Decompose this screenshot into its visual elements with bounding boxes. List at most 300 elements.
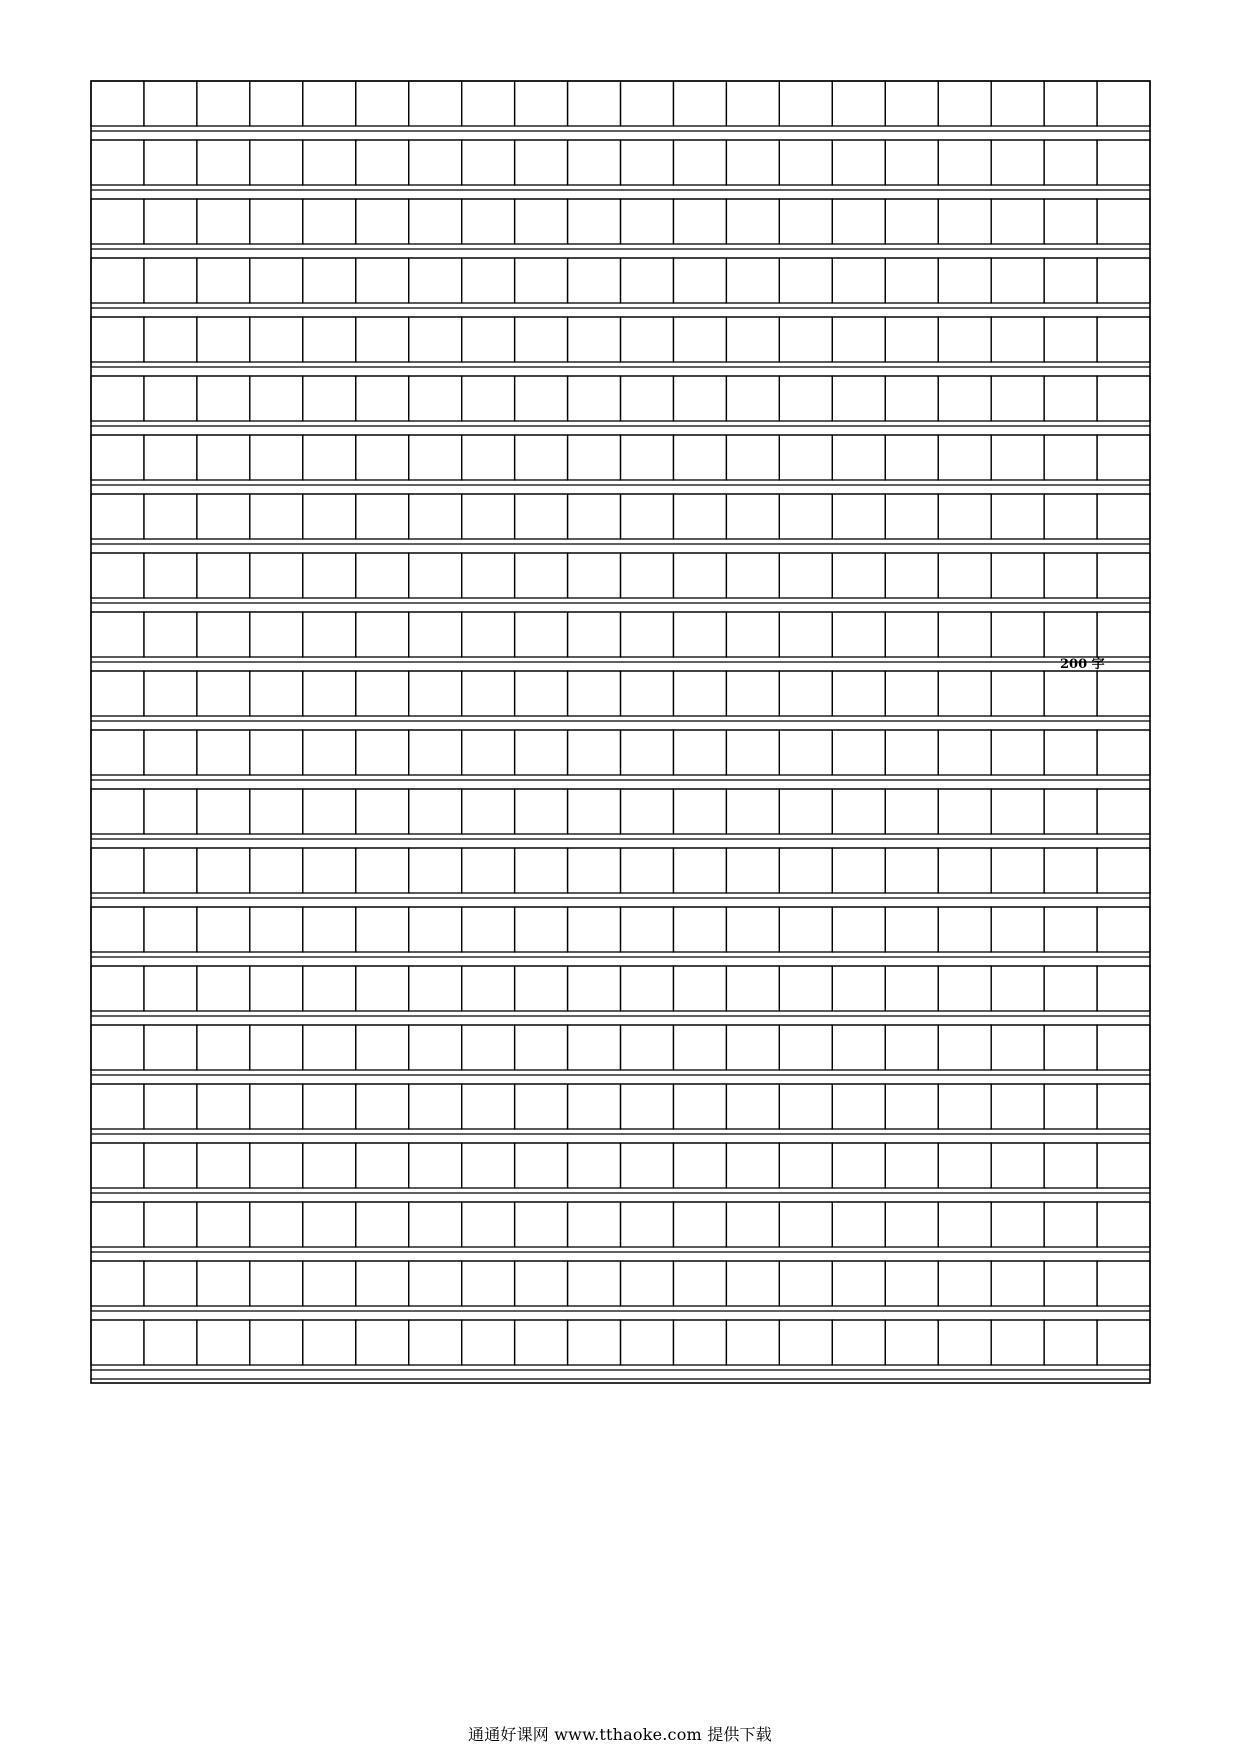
writing-cell[interactable]: [409, 1084, 462, 1129]
writing-cell[interactable]: [197, 1143, 250, 1188]
writing-cell[interactable]: [1097, 1025, 1150, 1070]
writing-cell[interactable]: [568, 1261, 621, 1306]
writing-cell[interactable]: [621, 1320, 674, 1365]
writing-cell[interactable]: [197, 317, 250, 362]
writing-cell[interactable]: [568, 376, 621, 421]
writing-cell[interactable]: [726, 199, 779, 244]
writing-cell[interactable]: [673, 612, 726, 657]
writing-cell[interactable]: [673, 317, 726, 362]
writing-cell[interactable]: [991, 435, 1044, 480]
writing-cell[interactable]: [197, 494, 250, 539]
writing-cell[interactable]: [938, 376, 991, 421]
writing-cell[interactable]: [832, 553, 885, 598]
writing-cell[interactable]: [726, 494, 779, 539]
writing-cell[interactable]: [885, 435, 938, 480]
writing-cell[interactable]: [621, 199, 674, 244]
writing-cell[interactable]: [991, 612, 1044, 657]
writing-cell[interactable]: [991, 553, 1044, 598]
writing-cell[interactable]: [197, 612, 250, 657]
writing-cell[interactable]: [1097, 317, 1150, 362]
writing-cell[interactable]: [885, 1261, 938, 1306]
writing-cell[interactable]: [356, 1320, 409, 1365]
writing-cell[interactable]: [726, 317, 779, 362]
writing-cell[interactable]: [779, 671, 832, 716]
writing-cell[interactable]: [144, 1143, 197, 1188]
writing-cell[interactable]: [144, 494, 197, 539]
writing-cell[interactable]: [938, 789, 991, 834]
writing-cell[interactable]: [91, 435, 144, 480]
writing-cell[interactable]: [462, 966, 515, 1011]
writing-cell[interactable]: [462, 789, 515, 834]
writing-cell[interactable]: [356, 258, 409, 303]
writing-cell[interactable]: [568, 1143, 621, 1188]
writing-cell[interactable]: [1097, 1143, 1150, 1188]
writing-cell[interactable]: [621, 671, 674, 716]
writing-cell[interactable]: [726, 258, 779, 303]
writing-cell[interactable]: [197, 730, 250, 775]
writing-cell[interactable]: [673, 789, 726, 834]
writing-cell[interactable]: [726, 966, 779, 1011]
writing-cell[interactable]: [621, 1084, 674, 1129]
writing-cell[interactable]: [356, 553, 409, 598]
writing-cell[interactable]: [515, 553, 568, 598]
writing-cell[interactable]: [197, 1202, 250, 1247]
writing-cell[interactable]: [885, 730, 938, 775]
writing-cell[interactable]: [726, 848, 779, 893]
writing-cell[interactable]: [568, 1025, 621, 1070]
writing-cell[interactable]: [250, 1320, 303, 1365]
writing-cell[interactable]: [409, 317, 462, 362]
writing-cell[interactable]: [144, 1025, 197, 1070]
writing-cell[interactable]: [515, 1320, 568, 1365]
writing-cell[interactable]: [1044, 140, 1097, 185]
writing-cell[interactable]: [673, 140, 726, 185]
writing-cell[interactable]: [197, 258, 250, 303]
writing-cell[interactable]: [303, 494, 356, 539]
writing-cell[interactable]: [938, 848, 991, 893]
writing-cell[interactable]: [568, 317, 621, 362]
writing-cell[interactable]: [197, 848, 250, 893]
writing-cell[interactable]: [409, 1025, 462, 1070]
writing-cell[interactable]: [885, 671, 938, 716]
writing-cell[interactable]: [1097, 907, 1150, 952]
writing-cell[interactable]: [885, 553, 938, 598]
writing-cell[interactable]: [1044, 730, 1097, 775]
writing-cell[interactable]: [409, 1143, 462, 1188]
writing-cell[interactable]: [832, 1025, 885, 1070]
writing-cell[interactable]: [409, 258, 462, 303]
writing-cell[interactable]: [673, 1084, 726, 1129]
writing-cell[interactable]: [515, 199, 568, 244]
writing-cell[interactable]: [515, 671, 568, 716]
writing-cell[interactable]: [726, 81, 779, 126]
writing-cell[interactable]: [1044, 848, 1097, 893]
writing-cell[interactable]: [832, 494, 885, 539]
writing-cell[interactable]: [938, 1025, 991, 1070]
writing-cell[interactable]: [462, 1143, 515, 1188]
writing-cell[interactable]: [1044, 376, 1097, 421]
writing-cell[interactable]: [832, 140, 885, 185]
writing-cell[interactable]: [303, 317, 356, 362]
writing-cell[interactable]: [409, 435, 462, 480]
writing-cell[interactable]: [409, 1320, 462, 1365]
writing-cell[interactable]: [197, 140, 250, 185]
writing-cell[interactable]: [832, 730, 885, 775]
writing-cell[interactable]: [462, 1025, 515, 1070]
writing-cell[interactable]: [462, 553, 515, 598]
writing-cell[interactable]: [303, 907, 356, 952]
writing-cell[interactable]: [356, 907, 409, 952]
writing-cell[interactable]: [197, 789, 250, 834]
writing-cell[interactable]: [462, 671, 515, 716]
writing-cell[interactable]: [991, 907, 1044, 952]
writing-cell[interactable]: [673, 199, 726, 244]
writing-cell[interactable]: [303, 140, 356, 185]
writing-cell[interactable]: [673, 1320, 726, 1365]
writing-cell[interactable]: [409, 376, 462, 421]
writing-cell[interactable]: [673, 966, 726, 1011]
writing-cell[interactable]: [779, 494, 832, 539]
writing-cell[interactable]: [832, 258, 885, 303]
writing-cell[interactable]: [515, 730, 568, 775]
writing-cell[interactable]: [1044, 553, 1097, 598]
writing-cell[interactable]: [1097, 1320, 1150, 1365]
writing-cell[interactable]: [250, 553, 303, 598]
writing-cell[interactable]: [621, 553, 674, 598]
writing-cell[interactable]: [197, 435, 250, 480]
writing-cell[interactable]: [144, 612, 197, 657]
writing-cell[interactable]: [832, 907, 885, 952]
writing-cell[interactable]: [779, 1320, 832, 1365]
writing-cell[interactable]: [409, 907, 462, 952]
writing-cell[interactable]: [356, 1261, 409, 1306]
writing-cell[interactable]: [885, 848, 938, 893]
writing-cell[interactable]: [832, 1320, 885, 1365]
writing-cell[interactable]: [1097, 435, 1150, 480]
writing-cell[interactable]: [568, 671, 621, 716]
writing-cell[interactable]: [832, 789, 885, 834]
writing-cell[interactable]: [938, 553, 991, 598]
writing-cell[interactable]: [673, 494, 726, 539]
writing-cell[interactable]: [462, 1320, 515, 1365]
writing-cell[interactable]: [462, 1261, 515, 1306]
writing-cell[interactable]: [726, 1025, 779, 1070]
writing-cell[interactable]: [144, 140, 197, 185]
writing-cell[interactable]: [726, 376, 779, 421]
writing-cell[interactable]: [303, 376, 356, 421]
writing-cell[interactable]: [726, 1202, 779, 1247]
writing-cell[interactable]: [409, 553, 462, 598]
writing-cell[interactable]: [356, 730, 409, 775]
writing-cell[interactable]: [356, 848, 409, 893]
writing-cell[interactable]: [673, 435, 726, 480]
writing-cell[interactable]: [250, 789, 303, 834]
writing-cell[interactable]: [409, 848, 462, 893]
writing-cell[interactable]: [621, 612, 674, 657]
writing-cell[interactable]: [938, 140, 991, 185]
writing-cell[interactable]: [673, 1143, 726, 1188]
writing-cell[interactable]: [832, 199, 885, 244]
writing-cell[interactable]: [91, 966, 144, 1011]
writing-cell[interactable]: [144, 376, 197, 421]
writing-cell[interactable]: [1044, 81, 1097, 126]
writing-cell[interactable]: [515, 789, 568, 834]
writing-cell[interactable]: [568, 848, 621, 893]
writing-cell[interactable]: [779, 553, 832, 598]
writing-cell[interactable]: [991, 376, 1044, 421]
writing-cell[interactable]: [779, 1025, 832, 1070]
writing-cell[interactable]: [991, 730, 1044, 775]
writing-cell[interactable]: [303, 1025, 356, 1070]
writing-cell[interactable]: [1097, 848, 1150, 893]
writing-cell[interactable]: [462, 140, 515, 185]
writing-cell[interactable]: [885, 1202, 938, 1247]
writing-cell[interactable]: [197, 671, 250, 716]
writing-cell[interactable]: [621, 140, 674, 185]
writing-cell[interactable]: [303, 553, 356, 598]
writing-cell[interactable]: [144, 1320, 197, 1365]
writing-cell[interactable]: [462, 81, 515, 126]
writing-cell[interactable]: [303, 612, 356, 657]
writing-cell[interactable]: [515, 1143, 568, 1188]
writing-cell[interactable]: [515, 966, 568, 1011]
writing-cell[interactable]: [303, 671, 356, 716]
writing-cell[interactable]: [832, 966, 885, 1011]
writing-cell[interactable]: [1097, 553, 1150, 598]
writing-cell[interactable]: [938, 199, 991, 244]
writing-cell[interactable]: [991, 494, 1044, 539]
writing-cell[interactable]: [673, 730, 726, 775]
writing-cell[interactable]: [197, 1261, 250, 1306]
writing-cell[interactable]: [673, 848, 726, 893]
writing-cell[interactable]: [144, 966, 197, 1011]
writing-cell[interactable]: [409, 966, 462, 1011]
writing-cell[interactable]: [91, 1202, 144, 1247]
writing-cell[interactable]: [91, 553, 144, 598]
writing-cell[interactable]: [991, 1261, 1044, 1306]
writing-cell[interactable]: [356, 966, 409, 1011]
writing-cell[interactable]: [303, 435, 356, 480]
writing-cell[interactable]: [568, 907, 621, 952]
writing-cell[interactable]: [779, 435, 832, 480]
writing-cell[interactable]: [1044, 258, 1097, 303]
writing-cell[interactable]: [673, 553, 726, 598]
writing-cell[interactable]: [303, 1202, 356, 1247]
writing-cell[interactable]: [621, 907, 674, 952]
writing-cell[interactable]: [356, 612, 409, 657]
writing-cell[interactable]: [197, 376, 250, 421]
writing-cell[interactable]: [515, 907, 568, 952]
writing-cell[interactable]: [779, 789, 832, 834]
writing-cell[interactable]: [885, 494, 938, 539]
writing-cell[interactable]: [621, 317, 674, 362]
writing-cell[interactable]: [250, 376, 303, 421]
writing-cell[interactable]: [779, 317, 832, 362]
writing-cell[interactable]: [91, 671, 144, 716]
writing-cell[interactable]: [144, 81, 197, 126]
writing-cell[interactable]: [779, 966, 832, 1011]
writing-cell[interactable]: [885, 1084, 938, 1129]
writing-cell[interactable]: [726, 1084, 779, 1129]
writing-cell[interactable]: [1044, 1320, 1097, 1365]
writing-cell[interactable]: [991, 1143, 1044, 1188]
writing-cell[interactable]: [938, 1084, 991, 1129]
writing-cell[interactable]: [1044, 435, 1097, 480]
writing-cell[interactable]: [568, 435, 621, 480]
writing-cell[interactable]: [144, 789, 197, 834]
writing-cell[interactable]: [779, 1143, 832, 1188]
writing-cell[interactable]: [356, 317, 409, 362]
writing-cell[interactable]: [250, 140, 303, 185]
writing-cell[interactable]: [568, 612, 621, 657]
writing-cell[interactable]: [938, 1320, 991, 1365]
writing-cell[interactable]: [462, 494, 515, 539]
writing-cell[interactable]: [144, 258, 197, 303]
writing-cell[interactable]: [1097, 1261, 1150, 1306]
writing-cell[interactable]: [1097, 258, 1150, 303]
writing-cell[interactable]: [726, 435, 779, 480]
writing-cell[interactable]: [250, 966, 303, 1011]
writing-cell[interactable]: [250, 907, 303, 952]
writing-cell[interactable]: [356, 1143, 409, 1188]
writing-cell[interactable]: [356, 789, 409, 834]
writing-cell[interactable]: [885, 1025, 938, 1070]
writing-cell[interactable]: [144, 730, 197, 775]
writing-cell[interactable]: [885, 140, 938, 185]
writing-cell[interactable]: [885, 376, 938, 421]
writing-cell[interactable]: [726, 612, 779, 657]
writing-cell[interactable]: [779, 1261, 832, 1306]
writing-cell[interactable]: [197, 1025, 250, 1070]
writing-cell[interactable]: [356, 376, 409, 421]
writing-cell[interactable]: [144, 435, 197, 480]
writing-cell[interactable]: [991, 966, 1044, 1011]
writing-cell[interactable]: [91, 907, 144, 952]
writing-cell[interactable]: [1044, 612, 1097, 657]
writing-cell[interactable]: [356, 199, 409, 244]
writing-cell[interactable]: [885, 907, 938, 952]
writing-cell[interactable]: [1097, 730, 1150, 775]
writing-cell[interactable]: [250, 81, 303, 126]
writing-cell[interactable]: [568, 1320, 621, 1365]
writing-cell[interactable]: [303, 848, 356, 893]
writing-cell[interactable]: [885, 199, 938, 244]
writing-cell[interactable]: [144, 317, 197, 362]
writing-cell[interactable]: [779, 730, 832, 775]
writing-cell[interactable]: [832, 435, 885, 480]
writing-cell[interactable]: [938, 435, 991, 480]
writing-cell[interactable]: [726, 671, 779, 716]
writing-cell[interactable]: [356, 1084, 409, 1129]
writing-cell[interactable]: [621, 730, 674, 775]
writing-cell[interactable]: [250, 435, 303, 480]
writing-cell[interactable]: [515, 317, 568, 362]
writing-cell[interactable]: [938, 730, 991, 775]
writing-cell[interactable]: [462, 1084, 515, 1129]
writing-cell[interactable]: [515, 612, 568, 657]
writing-cell[interactable]: [409, 671, 462, 716]
writing-cell[interactable]: [726, 1261, 779, 1306]
writing-cell[interactable]: [726, 907, 779, 952]
writing-cell[interactable]: [779, 848, 832, 893]
writing-cell[interactable]: [303, 1143, 356, 1188]
writing-cell[interactable]: [938, 671, 991, 716]
writing-cell[interactable]: [1044, 789, 1097, 834]
writing-cell[interactable]: [621, 258, 674, 303]
writing-cell[interactable]: [1097, 612, 1150, 657]
writing-cell[interactable]: [938, 1261, 991, 1306]
writing-cell[interactable]: [409, 140, 462, 185]
writing-cell[interactable]: [621, 966, 674, 1011]
writing-cell[interactable]: [832, 848, 885, 893]
writing-cell[interactable]: [250, 1084, 303, 1129]
writing-cell[interactable]: [832, 317, 885, 362]
writing-cell[interactable]: [832, 81, 885, 126]
writing-cell[interactable]: [726, 553, 779, 598]
writing-cell[interactable]: [303, 258, 356, 303]
writing-cell[interactable]: [144, 1261, 197, 1306]
writing-cell[interactable]: [1044, 199, 1097, 244]
writing-cell[interactable]: [197, 81, 250, 126]
writing-cell[interactable]: [885, 966, 938, 1011]
writing-cell[interactable]: [621, 848, 674, 893]
writing-cell[interactable]: [832, 1261, 885, 1306]
writing-cell[interactable]: [568, 81, 621, 126]
writing-cell[interactable]: [91, 730, 144, 775]
writing-cell[interactable]: [885, 317, 938, 362]
writing-cell[interactable]: [568, 140, 621, 185]
writing-cell[interactable]: [991, 81, 1044, 126]
writing-cell[interactable]: [91, 1025, 144, 1070]
writing-cell[interactable]: [1097, 966, 1150, 1011]
writing-cell[interactable]: [1097, 140, 1150, 185]
writing-cell[interactable]: [91, 494, 144, 539]
writing-cell[interactable]: [91, 81, 144, 126]
writing-cell[interactable]: [91, 376, 144, 421]
writing-cell[interactable]: [673, 81, 726, 126]
writing-cell[interactable]: [779, 612, 832, 657]
writing-cell[interactable]: [991, 1320, 1044, 1365]
writing-cell[interactable]: [515, 376, 568, 421]
writing-cell[interactable]: [1044, 494, 1097, 539]
writing-cell[interactable]: [356, 81, 409, 126]
writing-cell[interactable]: [1044, 317, 1097, 362]
writing-cell[interactable]: [250, 1143, 303, 1188]
writing-cell[interactable]: [515, 81, 568, 126]
writing-cell[interactable]: [515, 435, 568, 480]
writing-cell[interactable]: [462, 730, 515, 775]
writing-cell[interactable]: [515, 848, 568, 893]
writing-cell[interactable]: [568, 1084, 621, 1129]
writing-cell[interactable]: [621, 494, 674, 539]
writing-cell[interactable]: [938, 1202, 991, 1247]
writing-cell[interactable]: [303, 1261, 356, 1306]
writing-cell[interactable]: [568, 966, 621, 1011]
writing-cell[interactable]: [832, 1202, 885, 1247]
writing-cell[interactable]: [885, 1320, 938, 1365]
writing-cell[interactable]: [303, 966, 356, 1011]
writing-cell[interactable]: [250, 612, 303, 657]
writing-cell[interactable]: [1097, 1084, 1150, 1129]
writing-cell[interactable]: [409, 730, 462, 775]
writing-cell[interactable]: [144, 199, 197, 244]
writing-cell[interactable]: [726, 789, 779, 834]
writing-cell[interactable]: [621, 1261, 674, 1306]
writing-cell[interactable]: [779, 140, 832, 185]
writing-cell[interactable]: [938, 1143, 991, 1188]
writing-cell[interactable]: [621, 789, 674, 834]
writing-cell[interactable]: [409, 789, 462, 834]
